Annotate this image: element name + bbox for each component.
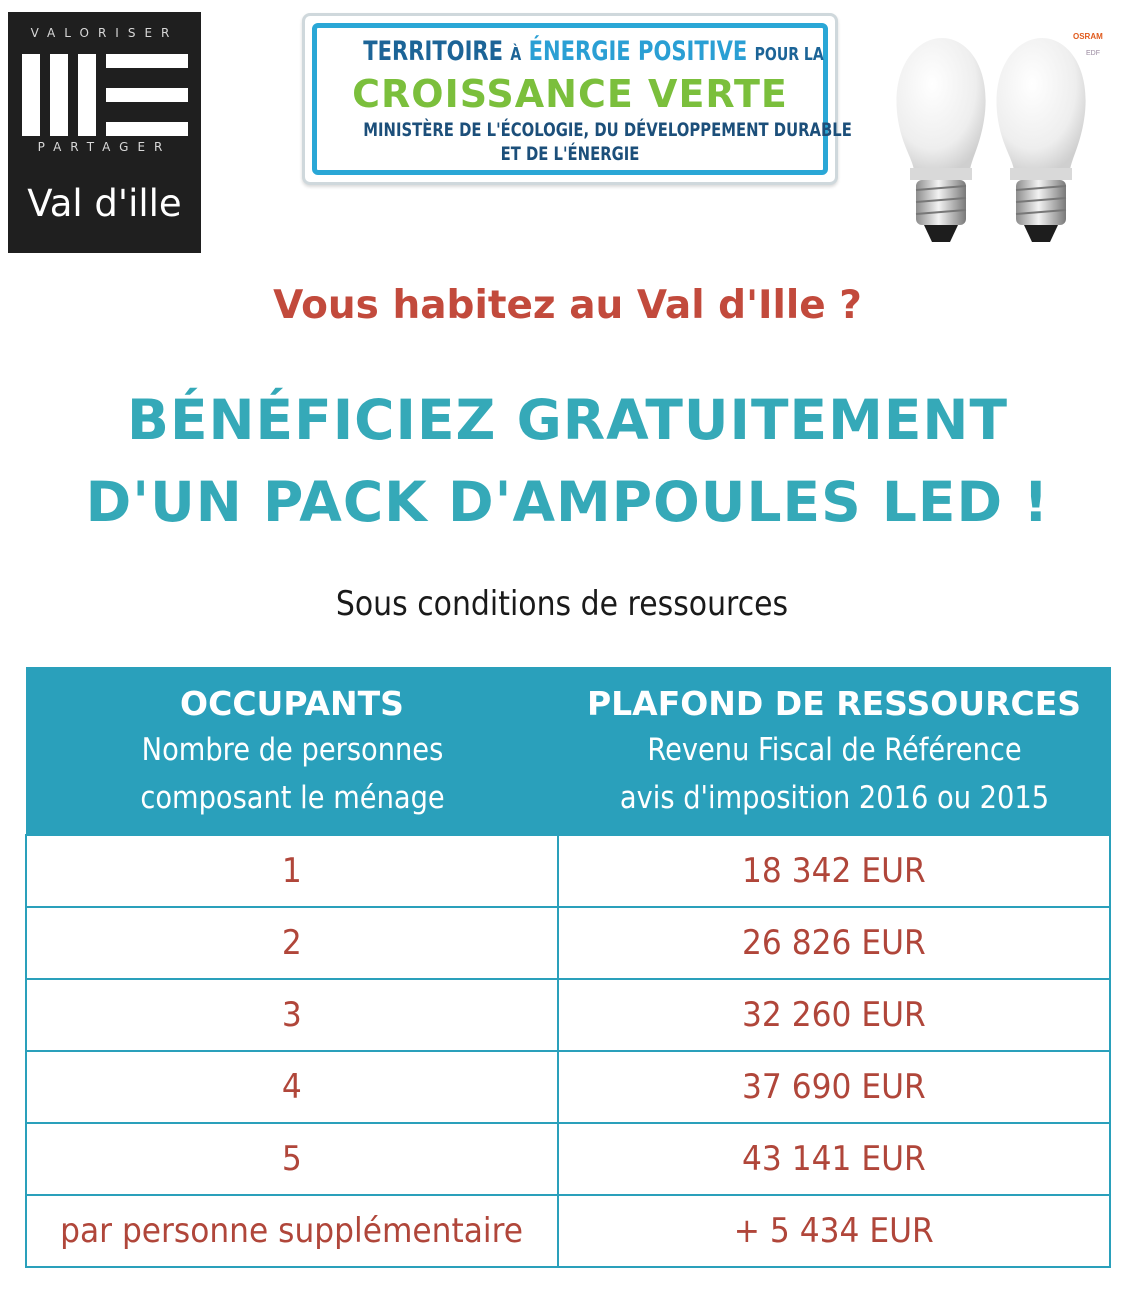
val-dille-logo [8,12,201,253]
occupants-cell: 4 [26,1051,558,1123]
table-header-row [26,668,1110,836]
badge-line-2: CROISSANCE VERTE [352,72,788,116]
headline-line-1: BÉNÉFICIEZ GRATUITEMENT [127,388,1008,452]
plafond-cell: 26 826 EUR [558,907,1110,979]
table-row [26,835,1110,907]
plafond-title: PLAFOND DE RESSOURCES [586,684,1082,723]
plafond-cell: 18 342 EUR [558,835,1110,907]
occupants-title: OCCUPANTS [180,684,404,723]
headline-line-2: D'UN PACK D'AMPOULES LED ! [85,470,1050,534]
occupants-cell: 3 [26,979,558,1051]
plafond-cell: + 5 434 EUR [558,1195,1110,1267]
occupants-cell: par personne supplémentaire [26,1195,558,1267]
question-heading: Vous habitez au Val d'Ille ? [273,283,862,328]
table-row [26,907,1110,979]
plafond-sub-2: avis d'imposition 2016 ou 2015 [619,780,1049,816]
occupants-sub-1: Nombre de personnes [141,732,443,768]
table-row [26,979,1110,1051]
plafond-cell: 32 260 EUR [558,979,1110,1051]
occupants-header [26,668,558,836]
logo-name: Val d'ille [27,182,182,225]
led-bulbs-icon [880,30,1130,255]
occupants-cell: 2 [26,907,558,979]
logo-bars-icon [22,54,188,136]
badge-line-4: ET DE L'ÉNERGIE [500,143,640,165]
table-row [26,1051,1110,1123]
logo-tagline-bottom: PARTAGER [37,140,172,154]
plafond-cell: 37 690 EUR [558,1051,1110,1123]
occupants-cell: 1 [26,835,558,907]
conditions-text: Sous conditions de ressources [335,584,789,624]
occupants-sub-2: composant le ménage [139,780,445,816]
resources-table [25,667,1111,1268]
occupants-cell: 5 [26,1123,558,1195]
partner-logo: EDF [1086,50,1100,57]
plafond-cell: 43 141 EUR [558,1123,1110,1195]
badge-line-3: MINISTÈRE DE L'ÉCOLOGIE, DU DÉVELOPPEMENT DURABLE [363,119,852,141]
table-row [26,1123,1110,1195]
badge-line-1: TERRITOIRE À ÉNERGIE POSITIVE POUR LA [363,36,824,67]
tepcv-badge [302,13,852,185]
logo-tagline-top: VALORISER [30,26,179,40]
plafond-header [558,668,1110,836]
osram-logo: OSRAM [1073,32,1103,41]
table-row [26,1195,1110,1267]
plafond-sub-1: Revenu Fiscal de Référence [646,732,1022,768]
